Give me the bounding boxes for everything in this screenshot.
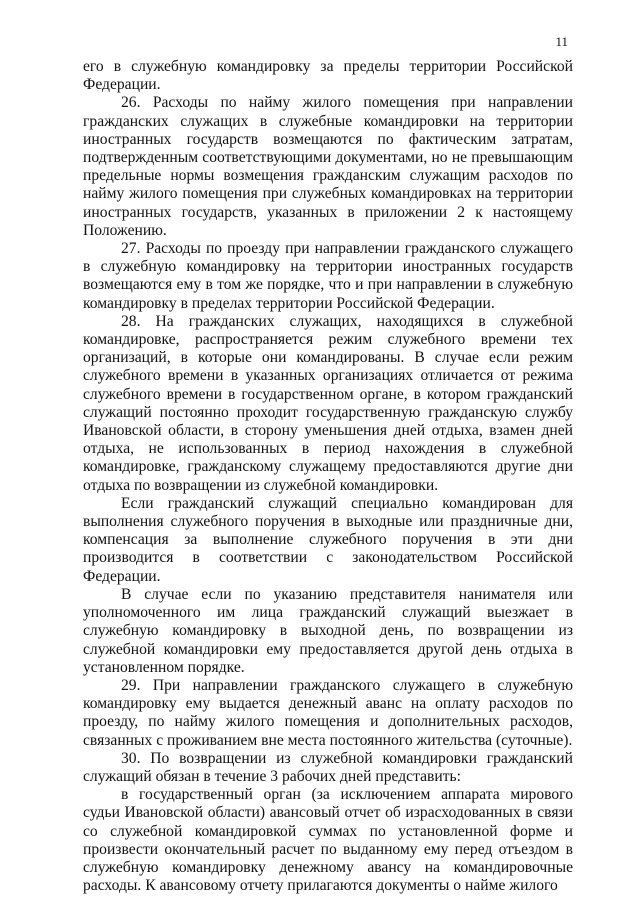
paragraph-30-advance-report: в государственный орган (за исключением аппарата мирового судьи Ивановской области) авансовый отчет об израсходованных в связи со служебной командировкой суммах по установленной форме и произвести окончательный расчет по выданному ему перед отъездом в служебную командировку денежному авансу на командировочные расходы. К авансовому отчету прилагаются документы о найме жилого [83, 786, 573, 895]
paragraph-27: 27. Расходы по проезду при направлении гражданского служащего в служебную командировку на территории иностранных государств возмещаются ему в том же порядке, что и при направлении в служебную командировку в пределах территории Российской Федерации. [83, 240, 573, 312]
document-body [83, 58, 573, 895]
paragraph-30: 30. По возвращении из служебной командировки гражданский служащий обязан в течение 3 рабочих дней представить: [83, 749, 573, 785]
paragraph-28: 28. На гражданских служащих, находящихся в служебной командировке, распространяется режим служебного времени тех организаций, в которые они командированы. В случае если режим служебного времени в указанных организациях отличается от режима служебного времени в государственном органе, в котором гражданский служащий постоянно проходит государственную гражданскую службу Ивановской области, в сторону уменьшения дней отдыха, взамен дней отдыха, не использованных в период нахождения в служебной командировке, гражданскому служащему предоставляются другие дни отдыха по возвращении из служебной командировки. [83, 312, 573, 494]
paragraph-26: 26. Расходы по найму жилого помещения при направлении гражданских служащих в служебные командировки на территории иностранных государств возмещаются по фактическим затратам, подтвержденным соответствующими документами, но не превышающим предельные нормы возмещения гражданским служащим расходов по найму жилого помещения при служебных командировках на территории иностранных государств, указанных в приложении 2 к настоящему Положению. [83, 94, 573, 239]
paragraph-continuation: его в служебную командировку за пределы территории Российской Федерации. [83, 58, 573, 94]
page-number: 11 [555, 34, 568, 49]
paragraph-28-weekend-travel: В случае если по указанию представителя нанимателя или уполномоченного им лица гражданский служащий выезжает в служебную командировку в выходной день, по возвращении из служебной командировки ему предоставляется другой день отдыха в установленном порядке. [83, 585, 573, 676]
paragraph-29: 29. При направлении гражданского служащего в служебную командировку ему выдается денежный аванс на оплату расходов по проезду, по найму жилого помещения и дополнительных расходов, связанных с проживанием вне места постоянного жительства (суточные). [83, 676, 573, 749]
paragraph-28-holiday-duty: Если гражданский служащий специально командирован для выполнения служебного поручения в выходные или праздничные дни, компенсация за выполнение служебного поручения в эти дни производится в соответствии с законодательством Российской Федерации. [83, 494, 573, 585]
